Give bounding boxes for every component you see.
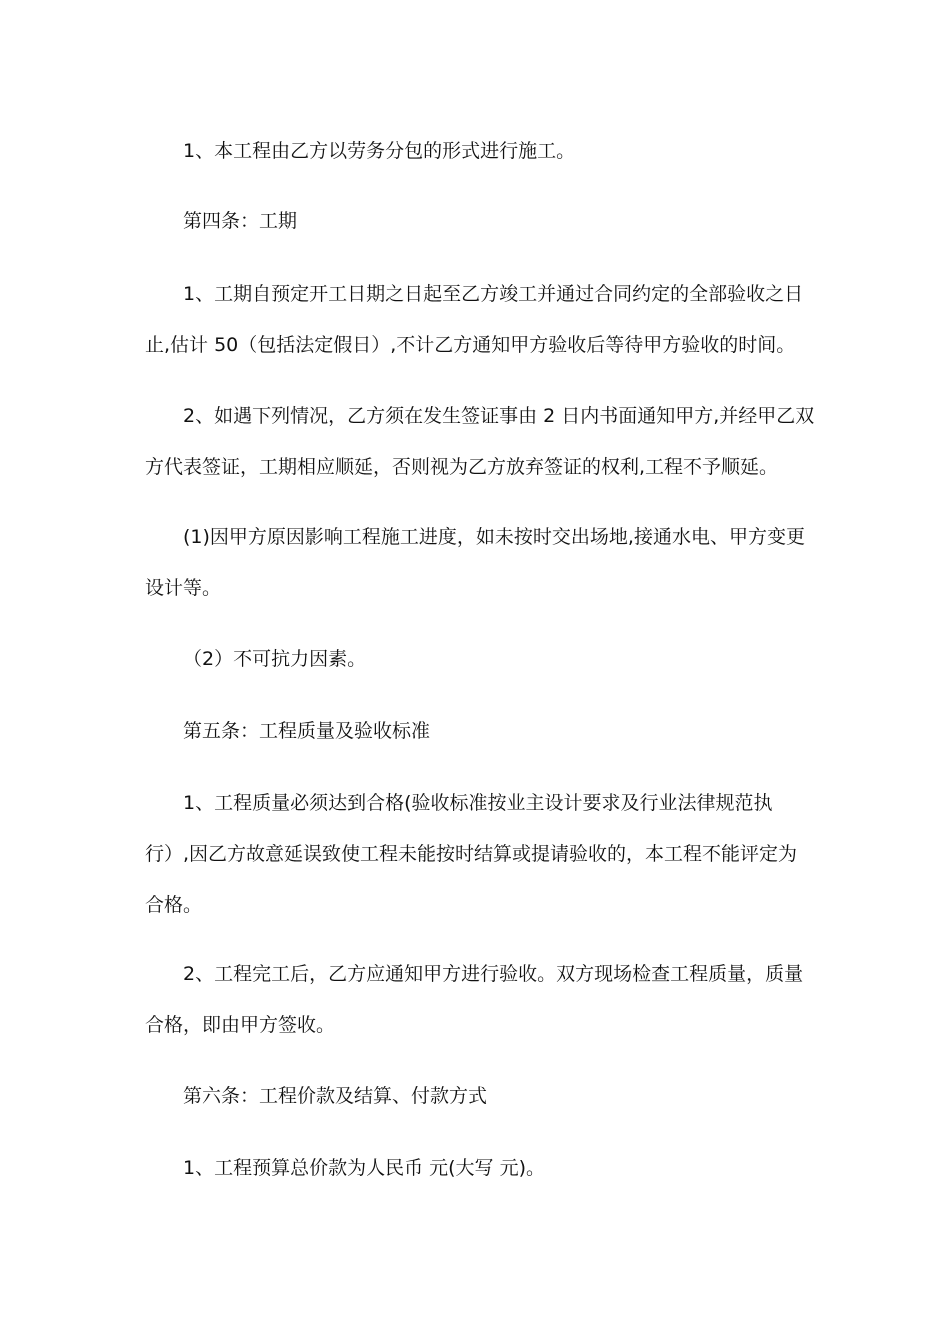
article-5-item-2: 2、工程完工后，乙方应通知甲方进行验收。双方现场检查工程质量，质量合格，即由甲方签收。 xyxy=(145,963,804,1036)
article-5-heading: 第五条：工程质量及验收标准 xyxy=(183,720,431,742)
article-4-item-2: 2、如遇下列情况，乙方须在发生签证事由 2 日内书面通知甲方,并经甲乙双方代表签证，工期相应顺延，否则视为乙方放弃签证的权利,工程不予顺延。 xyxy=(145,405,815,478)
clause-3-item-1: 1、本工程由乙方以劳务分包的形式进行施工。 xyxy=(183,140,576,162)
article-6-item-1: 1、工程预算总价款为人民币 元(大写 元)。 xyxy=(183,1157,545,1179)
article-5-item-1: 1、工程质量必须达到合格(验收标准按业主设计要求及行业法律规范执行）,因乙方故意延误致使工程未能按时结算或提请验收的，本工程不能评定为合格。 xyxy=(145,792,798,916)
article-4-sub-item-1: (1)因甲方原因影响工程施工进度，如未按时交出场地,接通水电、甲方变更设计等。 xyxy=(145,526,805,599)
article-4-item-1: 1、工期自预定开工日期之日起至乙方竣工并通过合同约定的全部验收之日止,估计 50（包括法定假日）,不计乙方通知甲方验收后等待甲方验收的时间。 xyxy=(145,283,804,356)
article-4-heading: 第四条：工期 xyxy=(183,210,298,232)
article-4-sub-item-2: （2）不可抗力因素。 xyxy=(183,648,367,670)
article-6-heading: 第六条：工程价款及结算、付款方式 xyxy=(183,1085,488,1107)
